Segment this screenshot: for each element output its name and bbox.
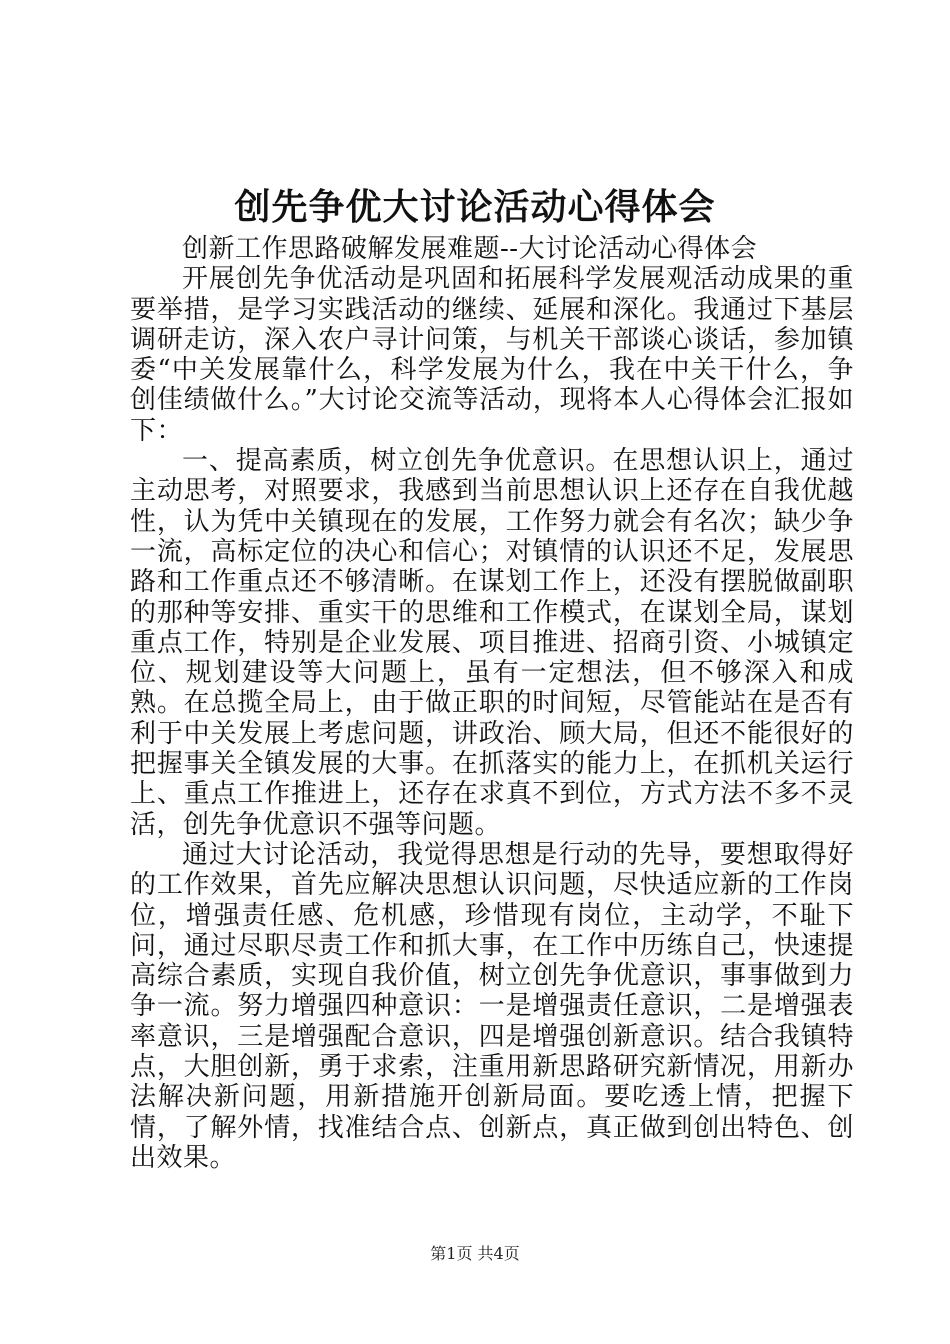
page-number: 第1页 共4页	[430, 1244, 520, 1263]
document-title: 创先争优大讨论活动心得体会	[234, 186, 716, 228]
document-body	[130, 234, 854, 1173]
subtitle-paragraph: 创新工作思路破解发展难题--大讨论活动心得体会	[182, 234, 758, 264]
body-paragraph: 通过大讨论活动，我觉得思想是行动的先导，要想取得好的工作效果，首先应解决思想认识问题，尽快适应新的工作岗位，增强责任感、危机感，珍惜现有岗位，主动学，不耻下问，通过尽职尽责工作和抓大事，在工作中历练自己，快速提高综合素质，实现自我价值，树立创先争优意识，事事做到力争一流。努力增强四种意识：一是增强责任意识，二是增强表率意识，三是增强配合意识，四是增强创新意识。结合我镇特点，大胆创新，勇于求索，注重用新思路研究新情况，用新办法解决新问题，用新措施开创新局面。要吃透上情，把握下情，了解外情，找准结合点、创新点，真正做到创出特色、创出效果。	[130, 839, 854, 1173]
body-paragraph: 一、提高素质，树立创先争优意识。在思想认识上，通过主动思考，对照要求，我感到当前思想认识上还存在自我优越性，认为凭中关镇现在的发展，工作努力就会有名次；缺少争一流，高标定位的决心和信心；对镇情的认识还不足，发展思路和工作重点还不够清晰。在谋划工作上，还没有摆脱做副职的那种等安排、重实干的思维和工作模式，在谋划全局，谋划重点工作，特别是企业发展、项目推进、招商引资、小城镇定位、规划建设等大问题上，虽有一定想法，但不够深入和成熟。在总揽全局上，由于做正职的时间短，尽管能站在是否有利于中关发展上考虑问题，讲政治、顾大局，但还不能很好的把握事关全镇发展的大事。在抓落实的能力上，在抓机关运行上、重点工作推进上，还存在求真不到位，方式方法不多不灵活，创先争优意识不强等问题。	[130, 446, 854, 840]
body-paragraph: 开展创先争优活动是巩固和拓展科学发展观活动成果的重要举措，是学习实践活动的继续、延展和深化。我通过下基层调研走访，深入农户寻计问策，与机关干部谈心谈话，参加镇委“中关发展靠什么，科学发展为什么，我在中关干什么，争创佳绩做什么。”大讨论交流等活动，现将本人心得体会汇报如下：	[130, 264, 854, 446]
